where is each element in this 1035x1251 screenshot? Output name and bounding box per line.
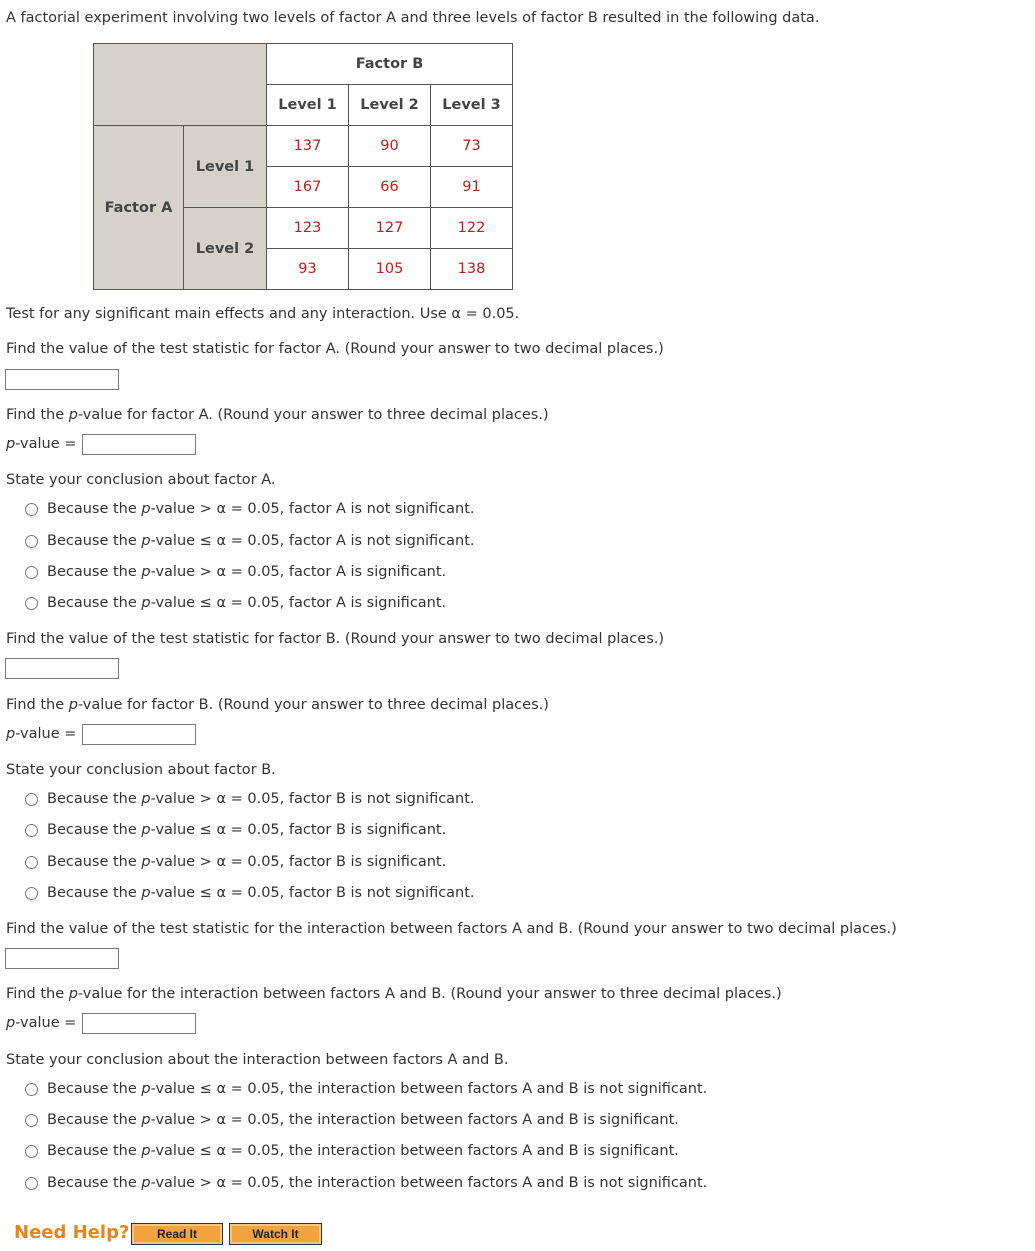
watch-it-button[interactable]: Watch It (229, 1223, 322, 1245)
need-help-label: Need Help? (14, 1222, 130, 1243)
factor-a-statistic-input[interactable] (5, 369, 119, 390)
option-label[interactable]: Because the p-value > α = 0.05, factor A is not significant. (47, 501, 475, 517)
factor-b-pvalue-input[interactable] (82, 724, 196, 745)
option-label[interactable]: Because the p-value ≤ α = 0.05, factor B is significant. (47, 822, 447, 838)
data-table (93, 43, 513, 290)
option-label[interactable]: Because the p-value > α = 0.05, factor B is not significant. (47, 791, 475, 807)
p-value-label: p-value = (6, 726, 77, 742)
factor-b-conclusion-prompt: State your conclusion about factor B. (6, 762, 276, 778)
data-cell: 122 (431, 208, 513, 249)
option-label[interactable]: Because the p-value ≤ α = 0.05, factor B is not significant. (47, 885, 475, 901)
radio-button[interactable] (25, 535, 38, 548)
radio-button[interactable] (25, 824, 38, 837)
b-level-header: Level 2 (349, 85, 431, 126)
radio-button[interactable] (25, 566, 38, 579)
data-cell: 66 (349, 167, 431, 208)
factor-b-header: Factor B (267, 44, 513, 85)
data-cell: 93 (267, 249, 349, 290)
data-cell: 90 (349, 126, 431, 167)
option-label[interactable]: Because the p-value ≤ α = 0.05, factor A is not significant. (47, 533, 475, 549)
option-label[interactable]: Because the p-value ≤ α = 0.05, factor A is significant. (47, 595, 447, 611)
test-instruction: Test for any significant main effects and any interaction. Use α = 0.05. (6, 306, 520, 322)
factor-a-conclusion-prompt: State your conclusion about factor A. (6, 472, 276, 488)
b-level-header: Level 1 (267, 85, 349, 126)
factor-a-label: Factor A (94, 126, 184, 290)
radio-button[interactable] (25, 1114, 38, 1127)
p-value-label: p-value = (6, 1015, 77, 1031)
factor-a-pvalue-prompt: Find the p-value for factor A. (Round your answer to three decimal places.) (6, 407, 549, 423)
a-level-label: Level 1 (184, 126, 267, 208)
blank-corner-cell (94, 44, 267, 126)
data-cell: 105 (349, 249, 431, 290)
factor-b-pvalue-prompt: Find the p-value for factor B. (Round your answer to three decimal places.) (6, 697, 549, 713)
read-it-button[interactable]: Read It (131, 1223, 223, 1245)
b-level-header: Level 3 (431, 85, 513, 126)
option-label[interactable]: Because the p-value > α = 0.05, factor A is significant. (47, 564, 447, 580)
interaction-conclusion-prompt: State your conclusion about the interaction between factors A and B. (6, 1052, 509, 1068)
p-value-label: p-value = (6, 436, 77, 452)
radio-button[interactable] (25, 597, 38, 610)
option-label[interactable]: Because the p-value > α = 0.05, the interaction between factors A and B is not significant. (47, 1175, 708, 1191)
radio-button[interactable] (25, 1177, 38, 1190)
factor-b-statistic-prompt: Find the value of the test statistic for factor B. (Round your answer to two decimal places.) (6, 631, 665, 647)
radio-button[interactable] (25, 856, 38, 869)
radio-button[interactable] (25, 887, 38, 900)
radio-button[interactable] (25, 1083, 38, 1096)
factor-b-statistic-input[interactable] (5, 658, 119, 679)
radio-button[interactable] (25, 503, 38, 516)
intro-text: A factorial experiment involving two levels of factor A and three levels of factor B resulted in the following data. (6, 10, 820, 26)
factor-a-statistic-prompt: Find the value of the test statistic for factor A. (Round your answer to two decimal places.) (6, 341, 664, 357)
data-cell: 167 (267, 167, 349, 208)
factor-a-pvalue-input[interactable] (82, 434, 196, 455)
option-label[interactable]: Because the p-value > α = 0.05, factor B is significant. (47, 854, 447, 870)
interaction-pvalue-prompt: Find the p-value for the interaction between factors A and B. (Round your answer to three decimal places.) (6, 986, 782, 1002)
interaction-statistic-input[interactable] (5, 948, 119, 969)
interaction-pvalue-input[interactable] (82, 1013, 196, 1034)
data-cell: 137 (267, 126, 349, 167)
data-cell: 123 (267, 208, 349, 249)
a-level-label: Level 2 (184, 208, 267, 290)
interaction-statistic-prompt: Find the value of the test statistic for the interaction between factors A and B. (Round your answer to two decimal places.) (6, 921, 897, 937)
data-cell: 91 (431, 167, 513, 208)
data-cell: 127 (349, 208, 431, 249)
data-cell: 73 (431, 126, 513, 167)
radio-button[interactable] (25, 793, 38, 806)
radio-button[interactable] (25, 1145, 38, 1158)
data-cell: 138 (431, 249, 513, 290)
option-label[interactable]: Because the p-value ≤ α = 0.05, the interaction between factors A and B is not significant. (47, 1081, 708, 1097)
option-label[interactable]: Because the p-value ≤ α = 0.05, the interaction between factors A and B is significant. (47, 1143, 679, 1159)
option-label[interactable]: Because the p-value > α = 0.05, the interaction between factors A and B is significant. (47, 1112, 679, 1128)
